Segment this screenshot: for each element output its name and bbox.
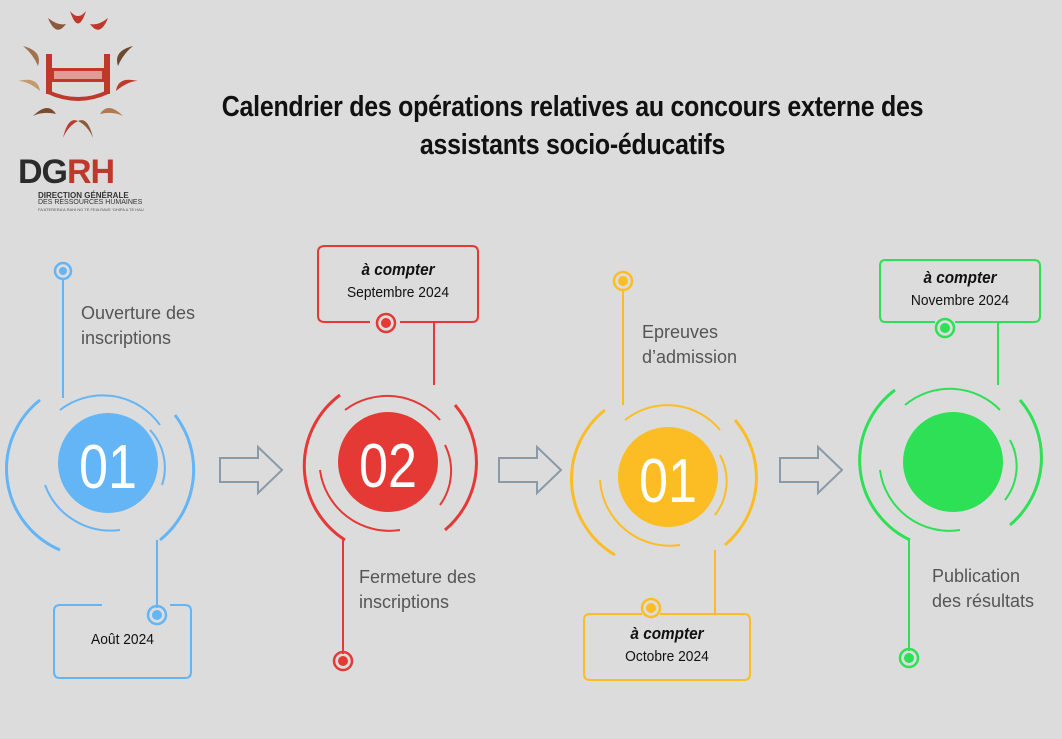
arrow-1-icon — [220, 447, 282, 493]
logo-line2: DES RESSOURCES HUMAINES — [38, 199, 143, 206]
logo-acronym: DGRH — [18, 153, 115, 191]
step-3-number: 01 — [639, 447, 697, 516]
title-line-2: assistants socio-éducatifs — [419, 129, 726, 161]
arrow-2-icon — [499, 447, 561, 493]
step-4-label: Publication des résultats — [932, 566, 1035, 611]
logo-line1: DIRECTION GÉNÉRALE — [38, 191, 129, 200]
step-4-date: à compter Novembre 2024 — [910, 268, 1010, 309]
step-2-label: Fermeture des inscriptions — [359, 567, 477, 612]
arrow-3-icon — [780, 447, 842, 493]
logo-line3: FA'ATERERA'A RAHI NO TE FEIA RAVE 'OHIPA A TE HAU — [38, 207, 144, 212]
step-2-number: 02 — [359, 432, 417, 501]
step-1-number: 01 — [79, 433, 137, 502]
title-line-1: Calendrier des opérations relatives au concours externe des — [221, 91, 924, 123]
step-3-date: à compter Octobre 2024 — [625, 624, 709, 665]
step-1-date: Août 2024 — [91, 631, 154, 648]
step-1-label: Ouverture des inscriptions — [81, 303, 196, 348]
step-3-label: Epreuves d’admission — [642, 322, 738, 367]
step-2-date: à compter Septembre 2024 — [346, 260, 450, 301]
step-4-disc — [903, 412, 1003, 512]
